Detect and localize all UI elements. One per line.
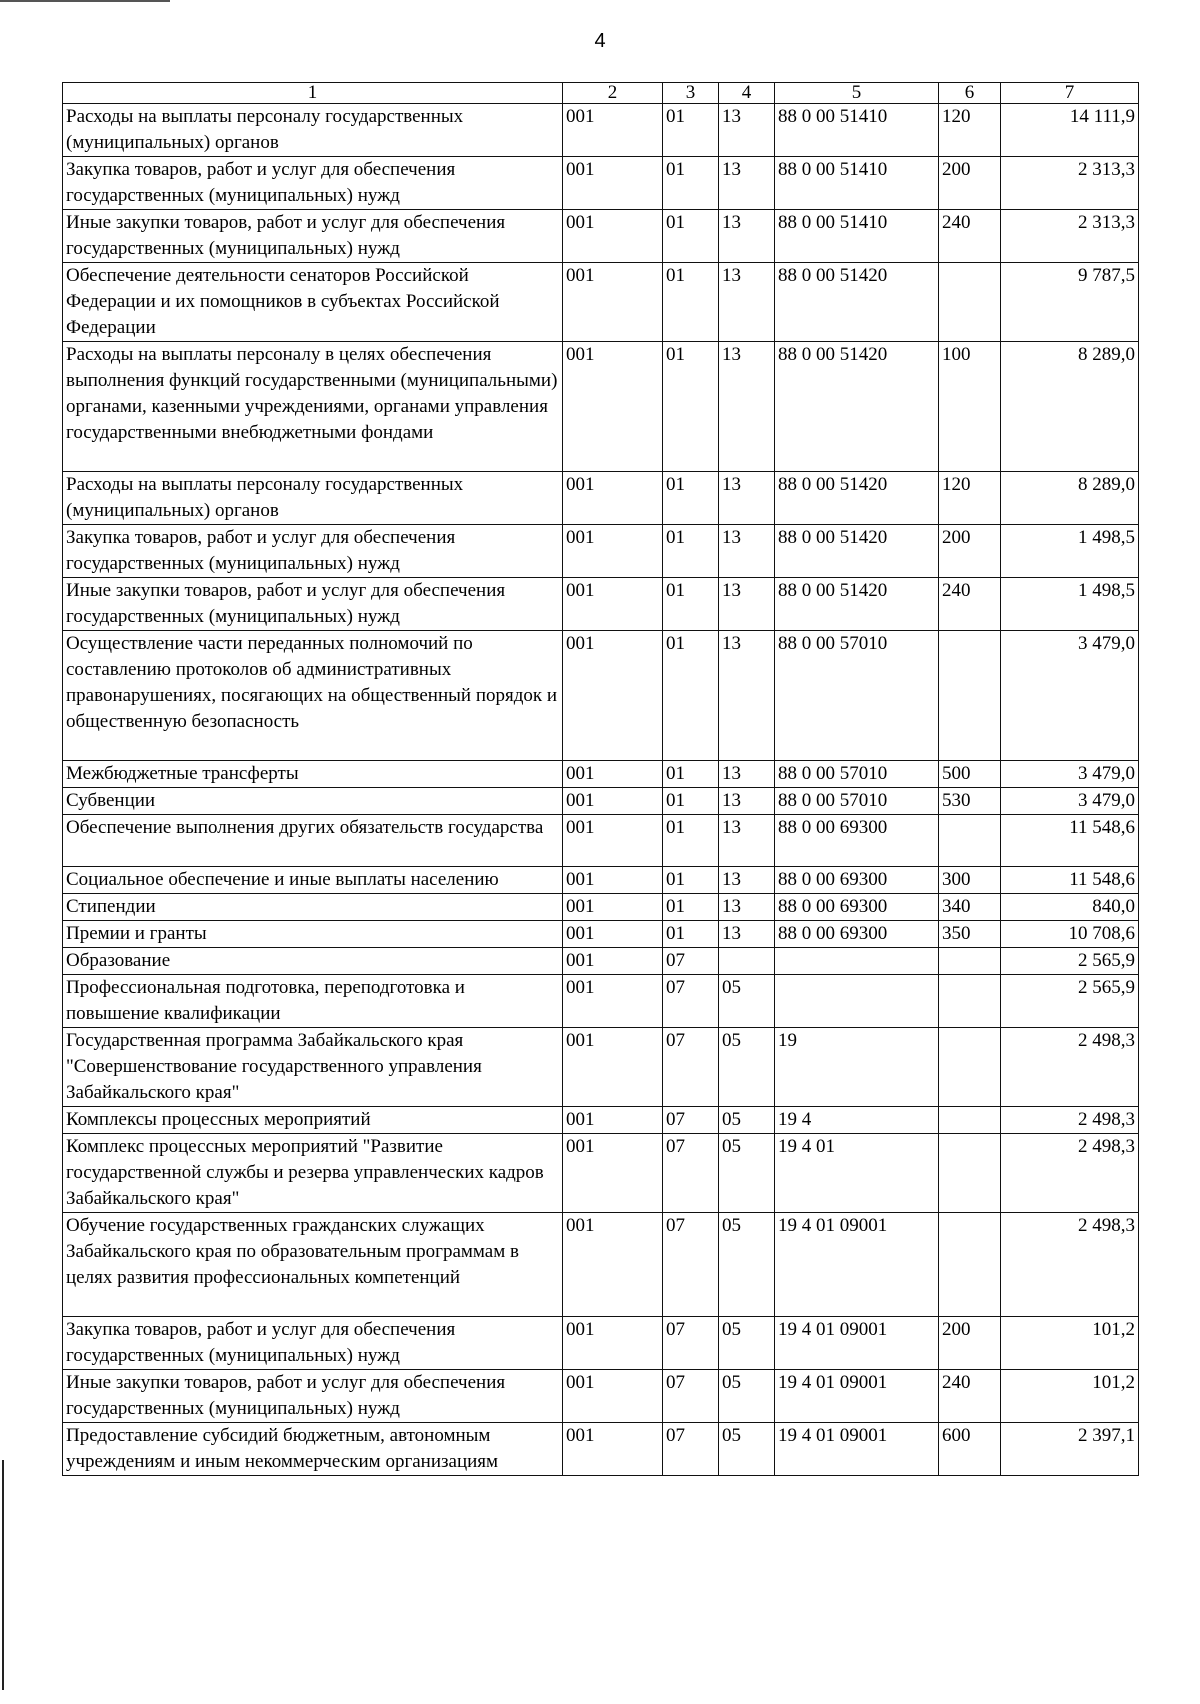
expense-type-code: 340 (939, 894, 1001, 921)
table-row (63, 472, 1139, 525)
row-name: Закупка товаров, работ и услуг для обеспечения государственных (муниципальных) нужд (63, 157, 563, 210)
table-row (63, 1213, 1139, 1317)
table-row (63, 867, 1139, 894)
subsection-code: 13 (719, 867, 775, 894)
row-name: Предоставление субсидий бюджетным, автономным учреждениям и иным некоммерческим организациям (63, 1423, 563, 1476)
subsection-code: 13 (719, 578, 775, 631)
target-code: 88 0 00 69300 (775, 894, 939, 921)
ministry-code: 001 (563, 342, 663, 472)
amount: 3 479,0 (1001, 761, 1139, 788)
expense-type-code: 300 (939, 867, 1001, 894)
row-name: Комплексы процессных мероприятий (63, 1107, 563, 1134)
row-name: Расходы на выплаты персоналу государственных (муниципальных) органов (63, 104, 563, 157)
row-name: Комплекс процессных мероприятий "Развитие государственной службы и резерва управленческих кадров Забайкальского края" (63, 1134, 563, 1213)
ministry-code: 001 (563, 578, 663, 631)
expense-type-code (939, 1134, 1001, 1213)
target-code (775, 975, 939, 1028)
amount: 2 498,3 (1001, 1107, 1139, 1134)
target-code: 88 0 00 69300 (775, 921, 939, 948)
expense-type-code (939, 975, 1001, 1028)
subsection-code: 13 (719, 761, 775, 788)
amount: 2 498,3 (1001, 1028, 1139, 1107)
table-row (63, 788, 1139, 815)
table-row (63, 1107, 1139, 1134)
amount: 1 498,5 (1001, 525, 1139, 578)
target-code: 88 0 00 57010 (775, 788, 939, 815)
section-code: 01 (663, 578, 719, 631)
target-code: 88 0 00 51420 (775, 578, 939, 631)
target-code: 88 0 00 57010 (775, 631, 939, 761)
row-name: Межбюджетные трансферты (63, 761, 563, 788)
column-header: 5 (775, 83, 939, 104)
section-code: 01 (663, 921, 719, 948)
ministry-code: 001 (563, 975, 663, 1028)
section-code: 01 (663, 815, 719, 867)
section-code: 01 (663, 788, 719, 815)
section-code: 01 (663, 631, 719, 761)
column-header: 2 (563, 83, 663, 104)
table-body (63, 104, 1139, 1476)
ministry-code: 001 (563, 104, 663, 157)
ministry-code: 001 (563, 815, 663, 867)
ministry-code: 001 (563, 788, 663, 815)
table-row (63, 1423, 1139, 1476)
expense-type-code: 500 (939, 761, 1001, 788)
amount: 101,2 (1001, 1317, 1139, 1370)
section-code: 01 (663, 210, 719, 263)
amount: 2 498,3 (1001, 1213, 1139, 1317)
column-header: 3 (663, 83, 719, 104)
amount: 3 479,0 (1001, 631, 1139, 761)
table-row (63, 1370, 1139, 1423)
amount: 9 787,5 (1001, 263, 1139, 342)
target-code: 88 0 00 51420 (775, 263, 939, 342)
row-name: Осуществление части переданных полномочий по составлению протоколов об административных правонарушениях, посягающих на общественный порядок и общественную безопасность (63, 631, 563, 761)
expense-type-code (939, 631, 1001, 761)
ministry-code: 001 (563, 157, 663, 210)
ministry-code: 001 (563, 921, 663, 948)
row-name: Премии и гранты (63, 921, 563, 948)
row-name: Обеспечение выполнения других обязательств государства (63, 815, 563, 867)
section-code: 01 (663, 342, 719, 472)
scan-edge-line (0, 0, 170, 2)
amount: 8 289,0 (1001, 472, 1139, 525)
row-name: Обучение государственных гражданских служащих Забайкальского края по образовательным программам в целях развития профессиональных компетенций (63, 1213, 563, 1317)
row-name: Расходы на выплаты персоналу государственных (муниципальных) органов (63, 472, 563, 525)
section-code: 01 (663, 867, 719, 894)
subsection-code: 05 (719, 1423, 775, 1476)
ministry-code: 001 (563, 1028, 663, 1107)
row-name: Расходы на выплаты персоналу в целях обеспечения выполнения функций государственными (муниципальными) органами, казенными учреждениями, органами управления государственными внебюджетными фондами (63, 342, 563, 472)
subsection-code: 05 (719, 1213, 775, 1317)
column-header: 4 (719, 83, 775, 104)
subsection-code: 13 (719, 921, 775, 948)
ministry-code: 001 (563, 761, 663, 788)
subsection-code: 13 (719, 472, 775, 525)
ministry-code: 001 (563, 210, 663, 263)
expense-type-code: 200 (939, 525, 1001, 578)
amount: 2 313,3 (1001, 157, 1139, 210)
target-code: 88 0 00 57010 (775, 761, 939, 788)
expense-type-code (939, 1107, 1001, 1134)
ministry-code: 001 (563, 894, 663, 921)
amount: 11 548,6 (1001, 867, 1139, 894)
ministry-code: 001 (563, 948, 663, 975)
section-code: 01 (663, 472, 719, 525)
amount: 101,2 (1001, 1370, 1139, 1423)
expense-type-code: 530 (939, 788, 1001, 815)
subsection-code: 05 (719, 975, 775, 1028)
ministry-code: 001 (563, 525, 663, 578)
section-code: 07 (663, 1134, 719, 1213)
ministry-code: 001 (563, 1423, 663, 1476)
subsection-code: 13 (719, 815, 775, 867)
row-name: Иные закупки товаров, работ и услуг для обеспечения государственных (муниципальных) нужд (63, 1370, 563, 1423)
ministry-code: 001 (563, 867, 663, 894)
amount: 2 565,9 (1001, 948, 1139, 975)
section-code: 01 (663, 525, 719, 578)
ministry-code: 001 (563, 1134, 663, 1213)
expense-type-code: 200 (939, 1317, 1001, 1370)
page-number: 4 (594, 30, 606, 52)
target-code: 19 4 01 09001 (775, 1370, 939, 1423)
subsection-code: 05 (719, 1028, 775, 1107)
expense-type-code (939, 1213, 1001, 1317)
expense-type-code: 240 (939, 578, 1001, 631)
expense-type-code (939, 815, 1001, 867)
subsection-code: 13 (719, 631, 775, 761)
amount: 2 397,1 (1001, 1423, 1139, 1476)
subsection-code: 05 (719, 1134, 775, 1213)
row-name: Субвенции (63, 788, 563, 815)
amount: 10 708,6 (1001, 921, 1139, 948)
expense-type-code: 240 (939, 210, 1001, 263)
ministry-code: 001 (563, 1317, 663, 1370)
target-code: 88 0 00 69300 (775, 815, 939, 867)
table-row (63, 342, 1139, 472)
subsection-code: 13 (719, 104, 775, 157)
ministry-code: 001 (563, 631, 663, 761)
amount: 3 479,0 (1001, 788, 1139, 815)
table-row (63, 948, 1139, 975)
expense-type-code: 120 (939, 472, 1001, 525)
table-row (63, 104, 1139, 157)
amount: 8 289,0 (1001, 342, 1139, 472)
table-row (63, 157, 1139, 210)
amount: 840,0 (1001, 894, 1139, 921)
row-name: Профессиональная подготовка, переподготовка и повышение квалификации (63, 975, 563, 1028)
expense-type-code: 350 (939, 921, 1001, 948)
section-code: 01 (663, 157, 719, 210)
expense-type-code: 600 (939, 1423, 1001, 1476)
column-header: 1 (63, 83, 563, 104)
expense-type-code (939, 1028, 1001, 1107)
section-code: 01 (663, 761, 719, 788)
row-name: Стипендии (63, 894, 563, 921)
table-row (63, 263, 1139, 342)
subsection-code: 13 (719, 894, 775, 921)
target-code (775, 948, 939, 975)
ministry-code: 001 (563, 263, 663, 342)
table-row (63, 631, 1139, 761)
section-code: 07 (663, 1370, 719, 1423)
ministry-code: 001 (563, 1370, 663, 1423)
table-row (63, 921, 1139, 948)
subsection-code: 13 (719, 157, 775, 210)
row-name: Закупка товаров, работ и услуг для обеспечения государственных (муниципальных) нужд (63, 525, 563, 578)
column-header: 6 (939, 83, 1001, 104)
row-name: Образование (63, 948, 563, 975)
amount: 14 111,9 (1001, 104, 1139, 157)
section-code: 07 (663, 1107, 719, 1134)
section-code: 07 (663, 1213, 719, 1317)
subsection-code: 05 (719, 1107, 775, 1134)
row-name: Иные закупки товаров, работ и услуг для обеспечения государственных (муниципальных) нужд (63, 210, 563, 263)
amount: 11 548,6 (1001, 815, 1139, 867)
table-row (63, 1317, 1139, 1370)
expense-type-code: 100 (939, 342, 1001, 472)
expense-type-code (939, 263, 1001, 342)
section-code: 07 (663, 948, 719, 975)
target-code: 19 4 (775, 1107, 939, 1134)
section-code: 07 (663, 975, 719, 1028)
expense-type-code: 200 (939, 157, 1001, 210)
target-code: 88 0 00 51410 (775, 157, 939, 210)
table-row (63, 975, 1139, 1028)
target-code: 88 0 00 51410 (775, 210, 939, 263)
section-code: 07 (663, 1317, 719, 1370)
amount: 2 565,9 (1001, 975, 1139, 1028)
table-row (63, 1028, 1139, 1107)
subsection-code: 13 (719, 210, 775, 263)
target-code: 19 (775, 1028, 939, 1107)
budget-table (62, 82, 1139, 1476)
subsection-code: 05 (719, 1370, 775, 1423)
target-code: 88 0 00 51410 (775, 104, 939, 157)
target-code: 19 4 01 09001 (775, 1213, 939, 1317)
amount: 2 498,3 (1001, 1134, 1139, 1213)
expense-type-code: 120 (939, 104, 1001, 157)
target-code: 88 0 00 51420 (775, 472, 939, 525)
row-name: Иные закупки товаров, работ и услуг для обеспечения государственных (муниципальных) нужд (63, 578, 563, 631)
table-row (63, 525, 1139, 578)
ministry-code: 001 (563, 1107, 663, 1134)
subsection-code: 13 (719, 263, 775, 342)
target-code: 88 0 00 51420 (775, 525, 939, 578)
column-header: 7 (1001, 83, 1139, 104)
table-row (63, 815, 1139, 867)
target-code: 19 4 01 09001 (775, 1317, 939, 1370)
target-code: 88 0 00 51420 (775, 342, 939, 472)
row-name: Обеспечение деятельности сенаторов Российской Федерации и их помощников в субъектах Российской Федерации (63, 263, 563, 342)
row-name: Социальное обеспечение и иные выплаты населению (63, 867, 563, 894)
subsection-code: 05 (719, 1317, 775, 1370)
section-code: 01 (663, 104, 719, 157)
table-row (63, 1134, 1139, 1213)
target-code: 19 4 01 (775, 1134, 939, 1213)
target-code: 88 0 00 69300 (775, 867, 939, 894)
section-code: 07 (663, 1423, 719, 1476)
expense-type-code (939, 948, 1001, 975)
amount: 2 313,3 (1001, 210, 1139, 263)
expense-type-code: 240 (939, 1370, 1001, 1423)
subsection-code (719, 948, 775, 975)
ministry-code: 001 (563, 472, 663, 525)
amount: 1 498,5 (1001, 578, 1139, 631)
table-row (63, 210, 1139, 263)
section-code: 07 (663, 1028, 719, 1107)
column-number-row (63, 83, 1139, 104)
section-code: 01 (663, 894, 719, 921)
subsection-code: 13 (719, 342, 775, 472)
subsection-code: 13 (719, 525, 775, 578)
table-row (63, 761, 1139, 788)
scan-edge-line (2, 1460, 4, 1690)
table-row (63, 578, 1139, 631)
row-name: Закупка товаров, работ и услуг для обеспечения государственных (муниципальных) нужд (63, 1317, 563, 1370)
ministry-code: 001 (563, 1213, 663, 1317)
row-name: Государственная программа Забайкальского края "Совершенствование государственного управления Забайкальского края" (63, 1028, 563, 1107)
section-code: 01 (663, 263, 719, 342)
target-code: 19 4 01 09001 (775, 1423, 939, 1476)
subsection-code: 13 (719, 788, 775, 815)
table-row (63, 894, 1139, 921)
